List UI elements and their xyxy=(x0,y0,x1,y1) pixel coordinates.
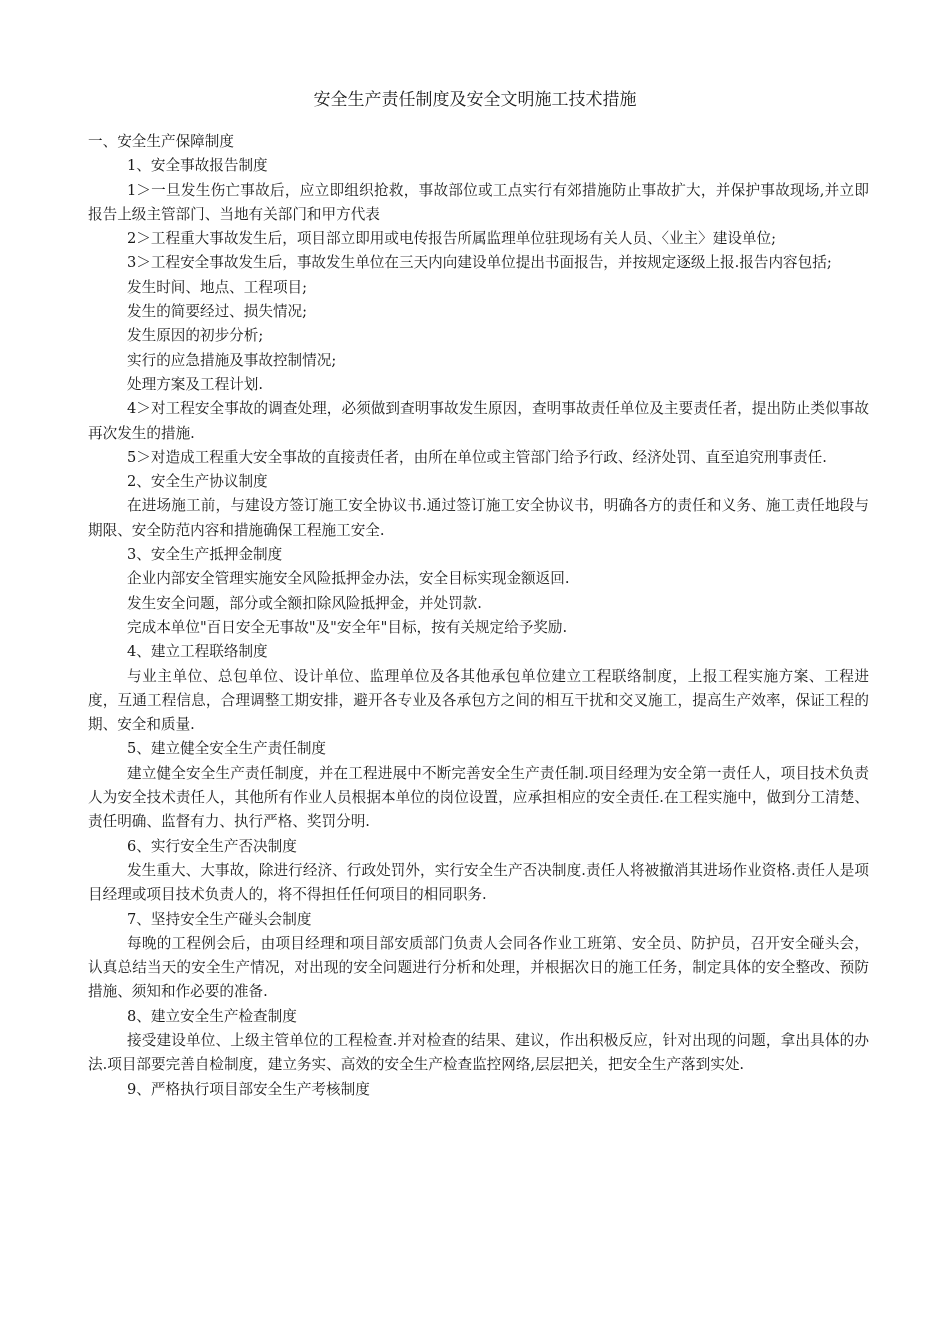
list-item: 处理方案及工程计划. xyxy=(127,375,263,393)
paragraph: 接受建设单位、上级主管单位的工程检查.并对检查的结果、建议，作出积极反应，针对出现的问题，拿出具体的办法.项目部要完善自检制度，建立务实、高效的安全生产检查监控网络,层层把关，把安全生产落到实处. xyxy=(88,1031,869,1074)
document-body xyxy=(88,130,869,1102)
list-item: 实行的应急措施及事故控制情况; xyxy=(127,351,337,369)
paragraph: 5＞对造成工程重大安全事故的直接责任者，由所在单位或主管部门给予行政、经济处罚、直至追究刑事责任. xyxy=(127,448,827,466)
paragraph: 完成本单位"百日安全无事故"及"安全年"目标，按有关规定给予奖励. xyxy=(127,618,568,636)
paragraph: 企业内部安全管理实施安全风险抵押金办法，安全目标实现金额返回. xyxy=(127,570,570,588)
subsection-heading-veto: 6、实行安全生产否决制度 xyxy=(127,837,297,855)
paragraph: 在进场施工前，与建设方签订施工安全协议书.通过签订施工安全协议书，明确各方的责任和义务、施工责任地段与期限、安全防范内容和措施确保工程施工安全. xyxy=(88,497,869,539)
subsection-heading-assessment: 9、严格执行项目部安全生产考核制度 xyxy=(127,1080,370,1098)
paragraph: 4＞对工程安全事故的调查处理，必须做到查明事故发生原因，查明事故责任单位及主要责任者，提出防止类似事故再次发生的措施. xyxy=(88,400,869,442)
subsection-heading-responsibility: 5、建立健全安全生产责任制度 xyxy=(127,740,327,758)
list-item: 发生的简要经过、损失情况; xyxy=(127,303,308,321)
list-item: 发生时间、地点、工程项目; xyxy=(127,278,308,296)
paragraph: 2＞工程重大事故发生后，项目部立即用或电传报告所属监理单位驻现场有关人员、〈业主〉建设单位; xyxy=(127,230,777,248)
subsection-heading-agreement: 2、安全生产协议制度 xyxy=(127,473,268,491)
subsection-heading-meeting: 7、坚持安全生产碰头会制度 xyxy=(127,910,312,928)
subsection-heading-inspection: 8、建立安全生产检查制度 xyxy=(127,1007,297,1025)
paragraph: 发生安全问题，部分或全额扣除风险抵押金，并处罚款. xyxy=(127,594,482,612)
paragraph: 每晚的工程例会后，由项目经理和项目部安质部门负责人会同各作业工班第、安全员、防护员，召开安全碰头会，认真总结当天的安全生产情况，对出现的安全问题进行分析和处理，并根据次日的施工任务，制定具体的安全整改、预防措施、须知和作必要的准备. xyxy=(88,934,869,1001)
document-title: 安全生产责任制度及安全文明施工技术措施 xyxy=(313,90,637,110)
subsection-heading-accident-report: 1、安全事故报告制度 xyxy=(127,157,268,175)
paragraph: 与业主单位、总包单位、设计单位、监理单位及各其他承包单位建立工程联络制度，上报工程实施方案、工程进度，互通工程信息，合理调整工期安排，避开各专业及各承包方之间的相互干扰和交叉施工，提高生产效率，保证工程的期、安全和质量. xyxy=(88,667,869,734)
paragraph: 建立健全安全生产责任制度，并在工程进展中不断完善安全生产责任制.项目经理为安全第一责任人，项目技术负责人为安全技术责任人，其他所有作业人员根据本单位的岗位设置，应承担相应的安全责任.在工程实施中，做到分工清楚、责任明确、监督有力、执行严格、奖罚分明. xyxy=(88,764,869,831)
list-item: 发生原因的初步分析; xyxy=(127,327,264,345)
subsection-heading-liaison: 4、建立工程联络制度 xyxy=(127,643,268,661)
paragraph: 发生重大、大事故，除进行经济、行政处罚外，实行安全生产否决制度.责任人将被撤消其进场作业资格.责任人是项目经理或项目技术负责人的，将不得担任任何项目的相同职务. xyxy=(88,861,869,904)
subsection-heading-deposit: 3、安全生产抵押金制度 xyxy=(127,546,283,564)
section-heading: 一、安全生产保障制度 xyxy=(88,133,234,150)
paragraph: 1＞一旦发生伤亡事故后，应立即组织抢救，事故部位或工点实行有郊措施防止事故扩大，并保护事故现场,并立即报告上级主管部门、当地有关部门和甲方代表 xyxy=(88,181,869,223)
paragraph: 3＞工程安全事故发生后，事故发生单位在三天内向建设单位提出书面报告，并按规定逐级上报.报告内容包括; xyxy=(127,254,832,272)
